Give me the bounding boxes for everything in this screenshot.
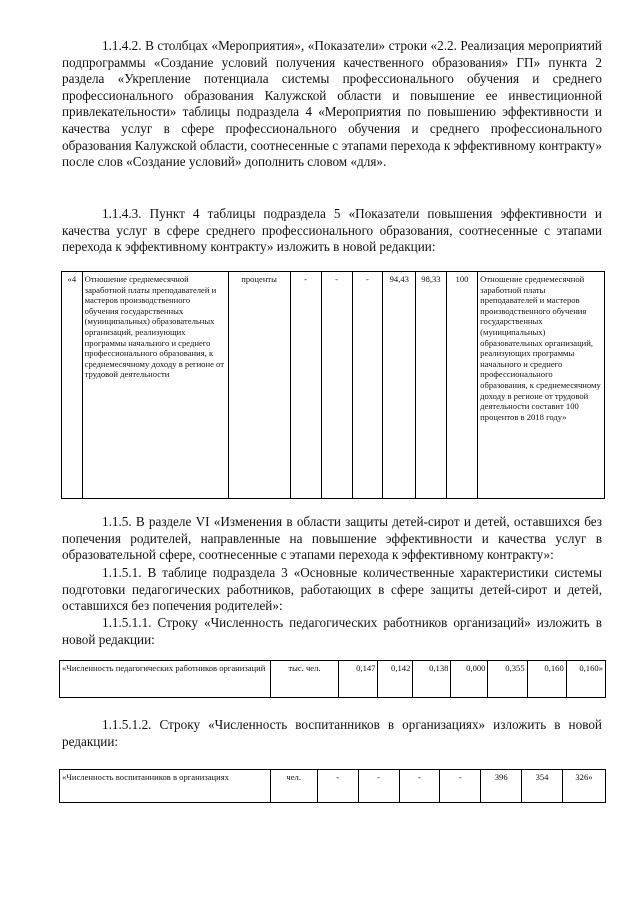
value-cell: 0,142 (378, 661, 413, 698)
paragraph-1-1-4-2: 1.1.4.2. В столбцах «Мероприятия», «Показатели» строки «2.2. Реализация мероприятий подпрограммы «Создание условий получения качественного образования» ГП» пункта 2 раздела «Укрепление потенциала системы профессионального обучения и среднего профессионального образования Калужской области и повышение ее инвестиционной привлекательности» таблицы подраздела 4 «Мероприятия по повышению эффективности и качества услуг в сфере профессионального обучения и среднего профессионального образования Калужской области, соотнесенные с этапами перехода к эффективному контракту» после слов «Создание условий» дополнить словом «для». (62, 38, 602, 170)
paragraph-1-1-4-3: 1.1.4.3. Пункт 4 таблицы подраздела 5 «Показатели повышения эффективности и качества услуг в сфере среднего профессионального образования, соотнесенные с этапами перехода к эффективному контракту» изложить в новой редакции: (62, 206, 602, 255)
result-description: Отношение среднемесячной заработной платы преподавателей и мастеров производственного обучения государственных (муниципальных) образовательных организаций, реализующих программы начального и среднего профессионального образования, к среднемесячному доходу в регионе от трудовой деятельности составит 100 процентов в 2018 году» (478, 272, 605, 499)
value-cell: 94,43 (383, 272, 416, 499)
paragraph-1-1-5: 1.1.5. В разделе VI «Изменения в области защиты детей-сирот и детей, оставшихся без попечения родителей, направленные на повышение эффективности и качества услуг в образовательной сфере, соотнесенные с этапами перехода к эффективному контракту»: (62, 514, 602, 563)
table-row (60, 661, 606, 698)
value-cell: 0,355 (488, 661, 527, 698)
row-number: «4 (62, 272, 83, 499)
row-name: «Численность воспитанников в организациях (60, 770, 271, 803)
value-cell: - (317, 770, 358, 803)
value-cell: 326» (562, 770, 605, 803)
paragraph-1-1-5-1: 1.1.5.1. В таблице подраздела 3 «Основные количественные характеристики системы подготовки педагогических работников, работающих в сфере защиты детей-сирот и детей, оставшихся без попечения родителей»: (62, 565, 602, 614)
table-row (60, 770, 606, 803)
table-teachers-count (59, 660, 606, 698)
paragraph-1-1-5-1-2: 1.1.5.1.2. Строку «Численность воспитанников в организациях» изложить в новой редакции: (62, 717, 602, 749)
table-indicator-4 (61, 271, 605, 499)
value-cell: - (358, 770, 399, 803)
unit-cell: чел. (270, 770, 317, 803)
indicator-name: Отношение среднемесячной заработной платы преподавателей и мастеров производственного обучения государственных (муниципальных) образовательных организаций, реализующих программы начального и среднего профессионального образования, к среднемесячному доходу в регионе от трудовой деятельности (82, 272, 228, 499)
value-cell: 396 (481, 770, 522, 803)
value-cell: 0,160» (566, 661, 605, 698)
row-name: «Численность педагогических работников организаций (60, 661, 271, 698)
paragraph-1-1-5-1-1: 1.1.5.1.1. Строку «Численность педагогических работников организаций» изложить в новой редакции: (62, 615, 602, 647)
value-cell: - (399, 770, 440, 803)
unit-cell: тыс. чел. (270, 661, 339, 698)
value-cell: 0,138 (413, 661, 451, 698)
value-cell: - (321, 272, 352, 499)
value-cell: 0,160 (527, 661, 566, 698)
table-row (62, 272, 605, 499)
value-cell: - (352, 272, 383, 499)
value-cell: 98,33 (416, 272, 447, 499)
value-cell: - (290, 272, 321, 499)
value-cell: 100 (446, 272, 477, 499)
value-cell: 354 (522, 770, 563, 803)
table-pupils-count (59, 769, 606, 803)
value-cell: - (440, 770, 481, 803)
value-cell: 0,000 (451, 661, 488, 698)
unit-cell: проценты (228, 272, 290, 499)
value-cell: 0,147 (339, 661, 378, 698)
